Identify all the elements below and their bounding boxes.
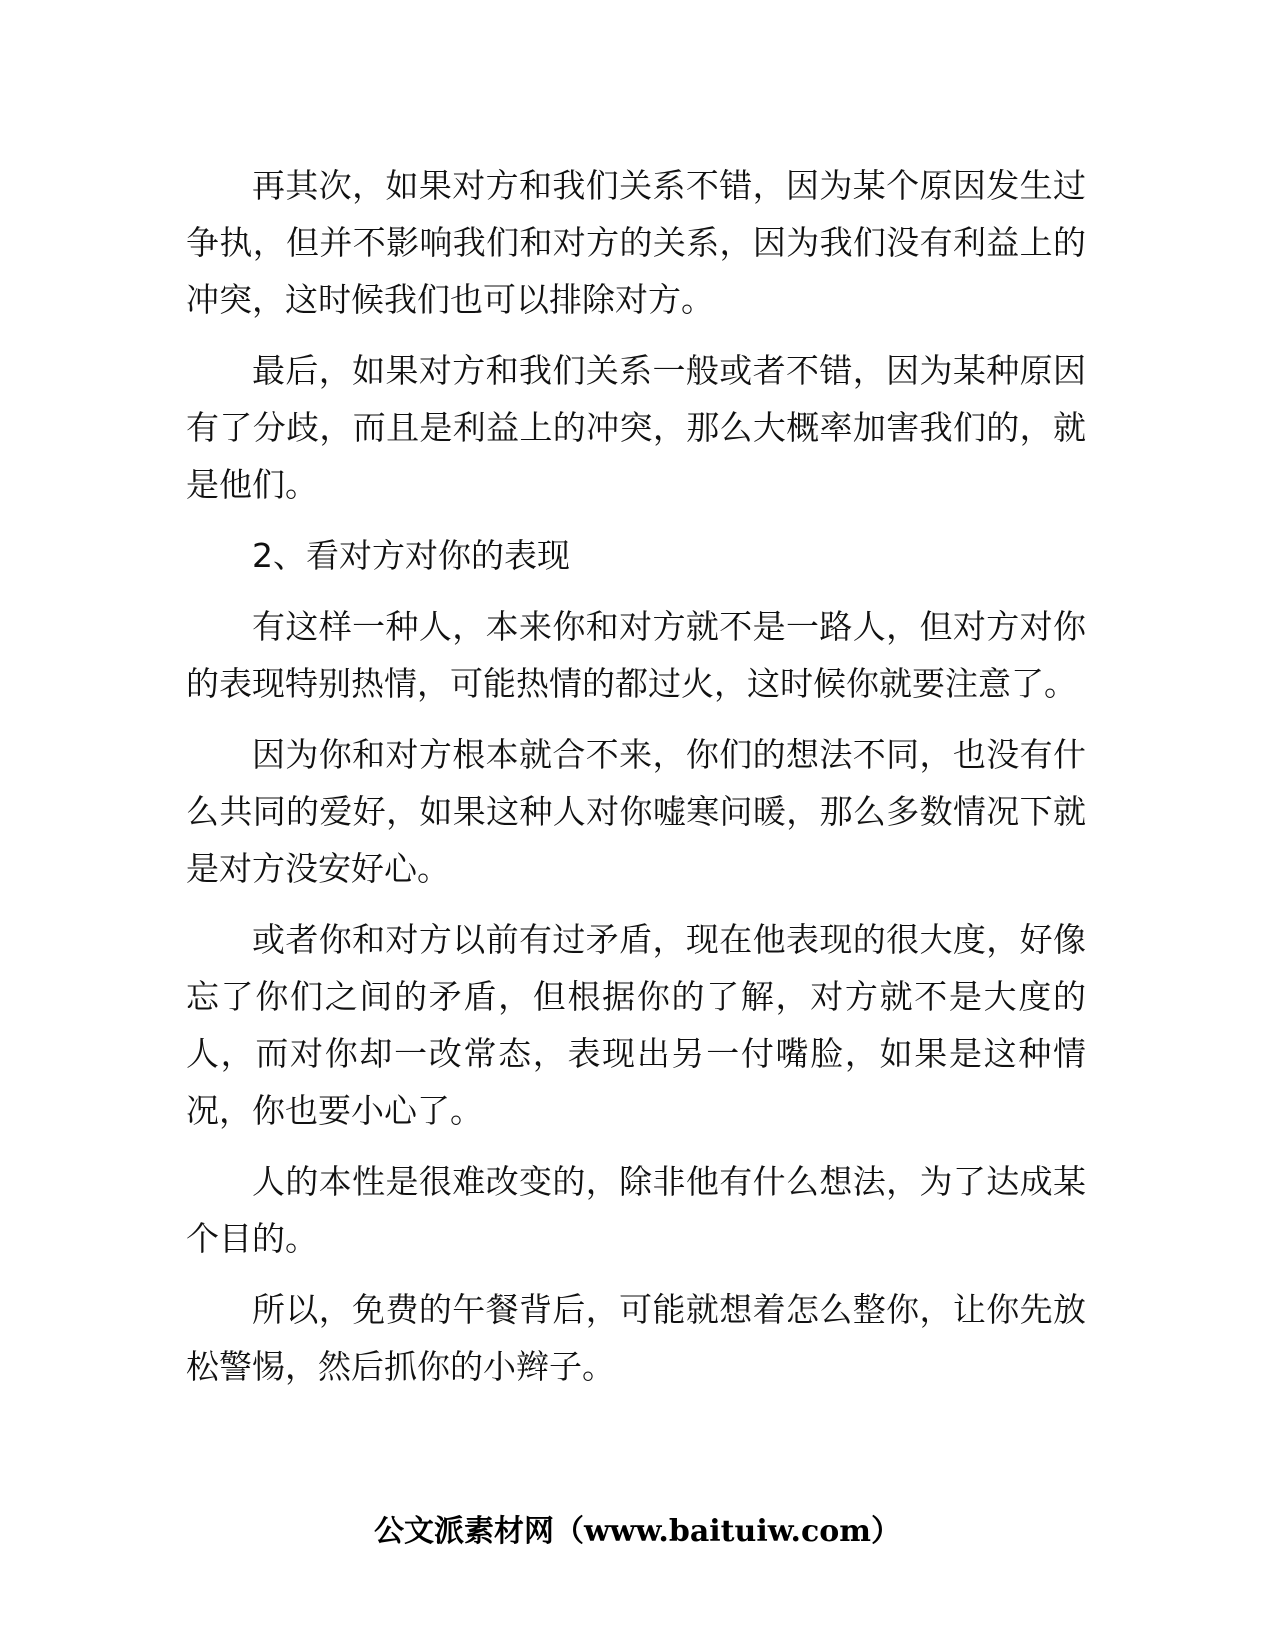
document-body xyxy=(186,157,1086,1409)
paragraph-1: 再其次，如果对方和我们关系不错，因为某个原因发生过争执，但并不影响我们和对方的关系，因为我们没有利益上的冲突，这时候我们也可以排除对方。 xyxy=(186,166,1086,319)
paragraph-6: 人的本性是很难改变的，除非他有什么想法，为了达成某个目的。 xyxy=(186,1162,1086,1258)
paragraph-2: 最后，如果对方和我们关系一般或者不错，因为某种原因有了分歧，而且是利益上的冲突，那么大概率加害我们的，就是他们。 xyxy=(186,351,1086,504)
paragraph-4: 因为你和对方根本就合不来，你们的想法不同，也没有什么共同的爱好，如果这种人对你嘘寒问暖，那么多数情况下就是对方没安好心。 xyxy=(186,735,1086,888)
paragraph-5: 或者你和对方以前有过矛盾，现在他表现的很大度，好像忘了你们之间的矛盾，但根据你的了解，对方就不是大度的人，而对你却一改常态，表现出另一付嘴脸，如果是这种情况，你也要小心了。 xyxy=(186,920,1086,1130)
section-heading: 2、看对方对你的表现 xyxy=(252,536,570,575)
paragraph-3: 有这样一种人，本来你和对方就不是一路人，但对方对你的表现特别热情，可能热情的都过火，这时候你就要注意了。 xyxy=(186,607,1086,703)
paragraph-7: 所以，免费的午餐背后，可能就想着怎么整你，让你先放松警惕，然后抓你的小辫子。 xyxy=(186,1290,1086,1386)
footer-source: 公文派素材网（www.baituiw.com） xyxy=(373,1514,902,1549)
